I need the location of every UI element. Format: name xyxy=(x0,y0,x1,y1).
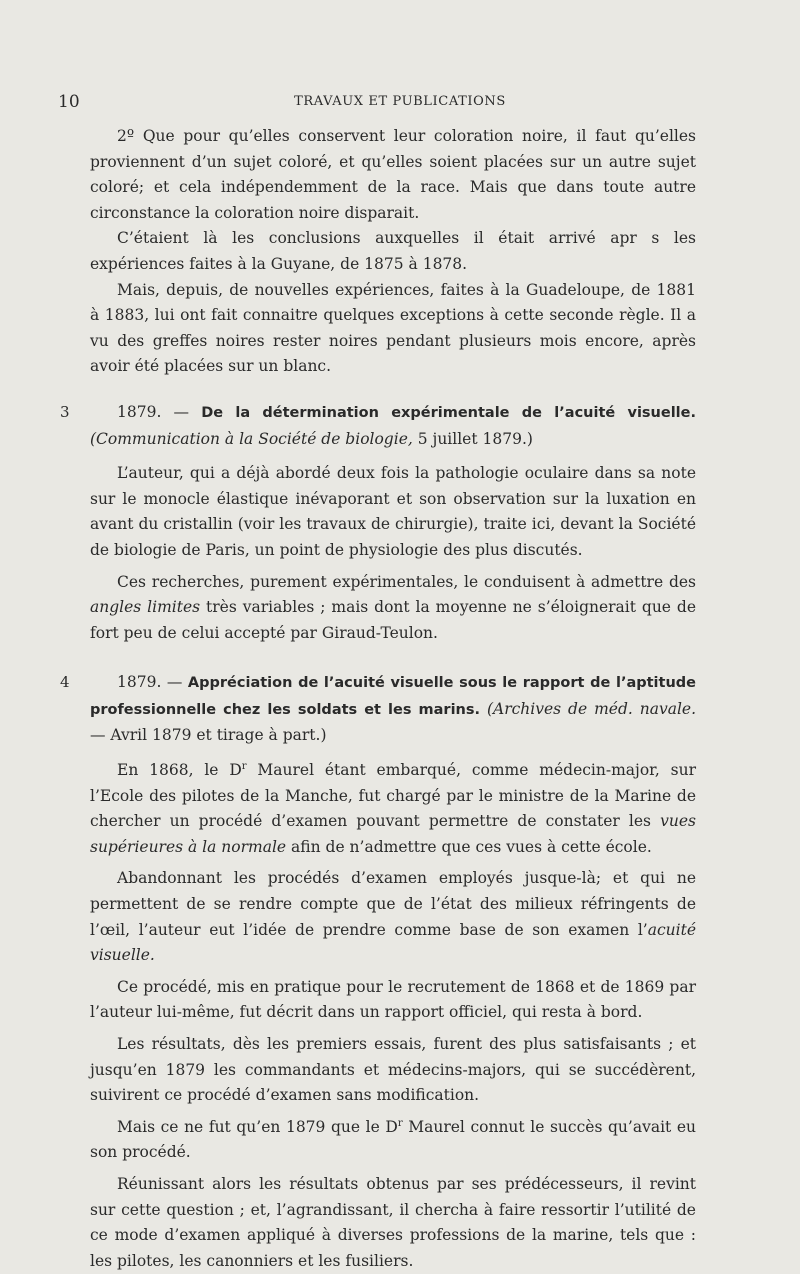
entry-number: 4 xyxy=(60,673,70,692)
page-header xyxy=(0,92,800,116)
entry-date: 5 juillet 1879.) xyxy=(412,429,533,448)
entry-paragraph: Abandonnant les procédés d’examen employés jusque-là; et qui ne permettent de se rendre compte que de l’état des milieux réfringents de l’œil, l’auteur eut l’idée de prendre comme base de son examen l’acuité visuelle. xyxy=(90,869,696,965)
entry-date: — Avril 1879 et tirage à part.) xyxy=(90,726,327,745)
entry-number: 3 xyxy=(60,402,70,421)
entry-heading xyxy=(90,400,696,452)
entry-year: 1879. — xyxy=(117,402,202,421)
page-number: 10 xyxy=(58,92,80,112)
entry-paragraph: Ces recherches, purement expérimentales, le conduisent à admettre des angles limites très variables ; mais dont la moyenne ne s’éloignerait que de fort peu de celui accepté par Giraud-Teulon. xyxy=(90,572,697,642)
entry-source: (Communication à la Société de biologie, xyxy=(90,429,413,448)
entry-paragraph: Mais ce ne fut qu’en 1879 que le $D^r$ Maurel connut le succès qu’avait eu son procédé. xyxy=(90,1117,697,1162)
entry-year: 1879. — xyxy=(117,673,188,692)
entry-paragraph: Ce procédé, mis en pratique pour le recrutement de 1868 et de 1869 par l’auteur lui-même, fut décrit dans un rapport officiel, qui resta à bord. xyxy=(90,977,696,1022)
emphasis: angles limites xyxy=(90,598,201,617)
page-body xyxy=(60,124,697,1274)
entry-title: Appréciation de l’acuité visuelle sous le rapport de l’aptitude professionnelle chez les soldats et les marins. xyxy=(90,675,696,718)
entry-paragraph: Réunissant alors les résultats obtenus par ses prédécesseurs, il revint sur cette question ; et, l’agrandissant, il chercha à faire ressortir l’utilité de ce mode d’examen appliqué à diverses professions de la marine, tels que : les pilotes, les canonniers et les fusiliers. xyxy=(90,1174,696,1270)
entry-4 xyxy=(60,670,697,1274)
intro-paragraph-1: 2º Que pour qu’elles conservent leur coloration noire, il faut qu’elles proviennent d’un sujet coloré, et qu’elles soient placées sur un autre sujet coloré; et cela indépendemment de la race. Mais que dans toute autre circonstance la coloration noire disparait. xyxy=(90,127,696,222)
emphasis: acuité visuelle. xyxy=(90,920,696,965)
running-title: TRAVAUX ET PUBLICATIONS xyxy=(294,94,506,109)
entry-paragraph: L’auteur, qui a déjà abordé deux fois la pathologie oculaire dans sa note sur le monocle élastique inévaporant et son observation sur la luxation en avant du cristallin (voir les travaux de chirurgie), traite ici, devant la Société de biologie de Paris, un point de physiologie des plus discutés. xyxy=(90,464,696,559)
intro-paragraph-3: Mais, depuis, de nouvelles expériences, faites à la Guadeloupe, de 1881 à 1883, lui ont fait connaitre quelques exceptions à cette seconde règle. Il a vu des greffes noires rester noires pendant plusieurs mois encore, après avoir été placées sur un blanc. xyxy=(90,280,696,376)
entry-paragraph: Les résultats, dès les premiers essais, furent des plus satisfaisants ; et jusqu’en 1879 les commandants et médecins-majors, qui se succédèrent, suivirent ce procédé d’examen sans modification. xyxy=(90,1035,696,1105)
emphasis: vues supérieures à la normale xyxy=(90,812,696,856)
entry-source: (Archives de méd. navale. xyxy=(486,699,697,718)
entry-paragraph: En 1868, le $D^r$ Maurel étant embarqué, comme médecin-major, sur l’Ecole des pilotes de la Manche, fut chargé par le ministre de la Marine de chercher un procédé d’examen pouvant permettre de constater les vues supérieures à la normale afin de n’admettre que ces vues à cette école. xyxy=(90,760,696,856)
entry-3 xyxy=(60,400,697,646)
entry-heading xyxy=(90,670,696,749)
intro-paragraph-2: C’étaient là les conclusions auxquelles il était arrivé apr s les expériences faites à la Guyane, de 1875 à 1878. xyxy=(90,229,696,273)
entry-title: De la détermination expérimentale de l’acuité visuelle. xyxy=(201,404,696,421)
